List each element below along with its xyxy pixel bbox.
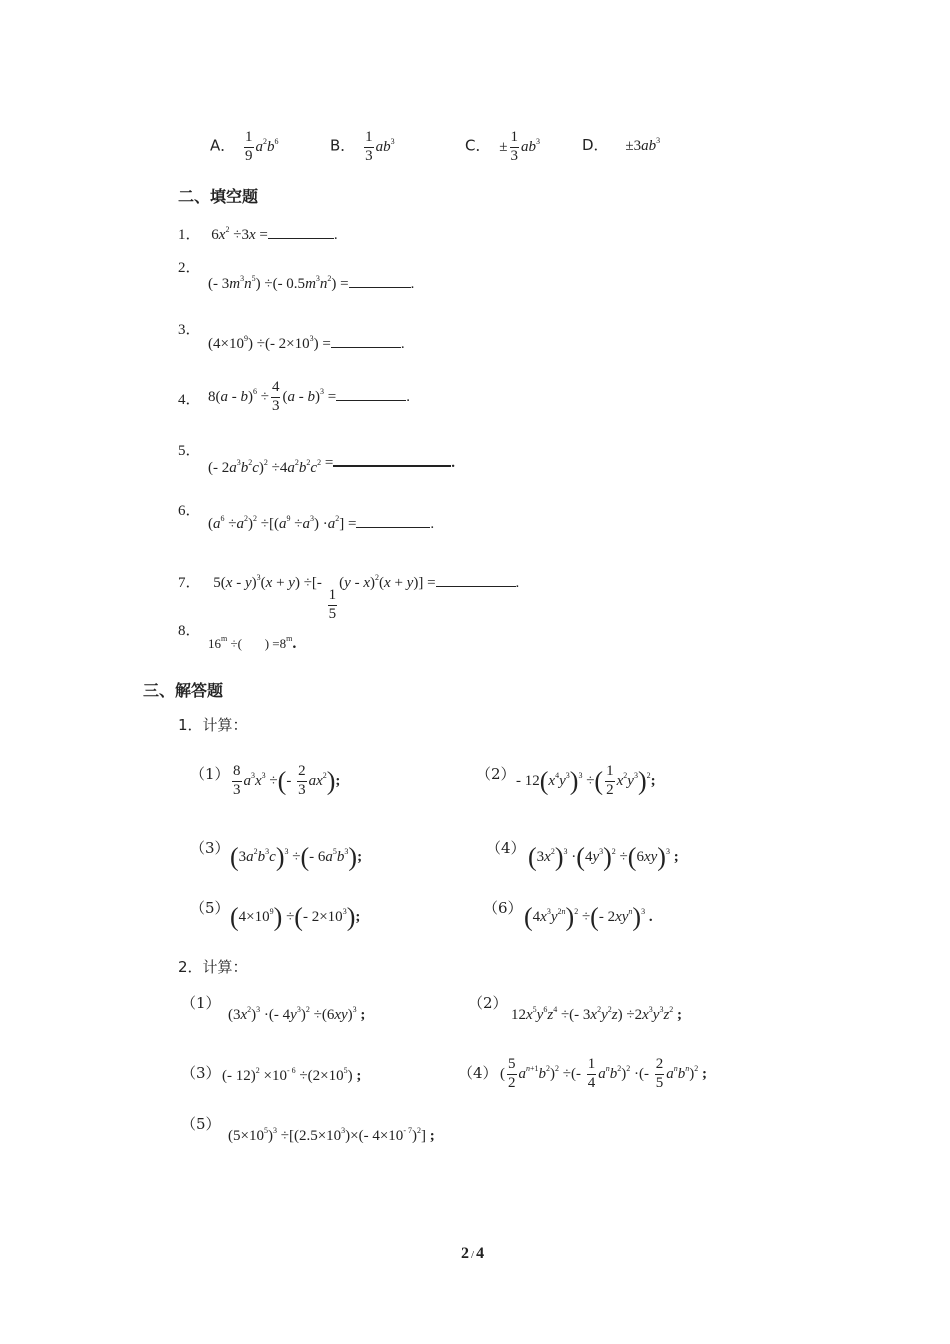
section3-heading: 三、解答题: [143, 681, 224, 700]
q2-title: 2．计算：: [178, 958, 248, 976]
q1-item-3-num: （3）: [190, 839, 230, 857]
fill-item-2-expr: (- $3m^3n^5$) ÷(- $0.5m^3n^2$) = .: [208, 274, 415, 292]
q2-item-3-num: （3）: [181, 1064, 221, 1082]
choice-b: B． $\frac{1}{3}$ $ab^3$: [330, 129, 395, 164]
q1-item-1-expr: $\frac{8}{3}$ $a^3x^3$ ÷(- $\frac{2}{3}$ $ax^2$);: [233, 763, 341, 798]
q1-item-2-expr: - $12(x^4y^3)^3$ ÷( $\frac{1}{2}$ $x^2y^3)^2$;: [516, 763, 656, 798]
q2-item-1-expr: $(3x^2)^3$ ·(- $4y^3)^2 \div(6xy)^3$ ;: [228, 1005, 366, 1023]
q2-item-4-num: （4）: [458, 1064, 498, 1082]
fill-item-6-expr: $(a^6 \div a^2)^2 \div[(a^9 \div a^3) \cdot a^2]$ = .: [208, 514, 435, 532]
q1-title: 1．计算：: [178, 716, 248, 734]
q2-item-3-expr: (- $12)^2 \times 10^{- 6} \div(2\times 10^5)$ ;: [222, 1066, 362, 1084]
choice-d: D． $\pm 3ab^3$: [582, 136, 661, 154]
fill-item-4: 4．: [178, 392, 201, 408]
fill-item-8-expr: $16^m$ ÷( ) $=8^m$.: [208, 634, 297, 652]
fill-item-6: 6．: [178, 503, 201, 519]
q2-item-2-num: （2）: [468, 994, 508, 1012]
q2-item-2-expr: $12x^5y^6z^4$ ÷(- $3x^2y^2z) \div 2x^3y^3z^2$ ;: [511, 1005, 683, 1023]
fill-item-3-expr: $(4\times 10^9)$ ÷(- $2\times 10^3$) = .: [208, 334, 405, 352]
q1-item-2-num: （2）: [476, 765, 516, 783]
q1-item-1-num: （1）: [190, 765, 230, 783]
section2-heading: 二、填空题: [178, 187, 259, 206]
q2-item-5-expr: $(5\times 10^5)^3 \div[(2.5\times 10^3)\times(-$ $4\times 10^{- 7})^2$] ;: [228, 1126, 435, 1144]
fill-item-5-expr: (- $2a^3b^2c)^2 \div 4a^2b^2c^2$ = .: [208, 452, 455, 476]
fill-item-7: 7． 5(x - y)$^3$(x + y) ÷[- $\frac{1}{5}$ (y - x)$^2$(x + y)] = .: [178, 573, 520, 622]
fill-item-5: 5．: [178, 443, 201, 459]
fill-item-1: 1． $6x^2 \div 3x$ = .: [178, 225, 338, 243]
q1-item-4-expr: $(3x^2)^3 \cdot(4y^3)^2 \div(6xy)^3$ ;: [528, 843, 679, 872]
fill-item-2: 2．: [178, 260, 201, 276]
q1-item-5-expr: $(4\times 10^9)$ ÷(- $2\times 10^3$);: [230, 903, 361, 932]
choice-c: C． ± $\frac{1}{3}$ $ab^3$: [465, 129, 540, 164]
q1-item-4-num: （4）: [486, 839, 526, 857]
fill-item-3: 3．: [178, 322, 201, 338]
q2-item-5-num: （5）: [181, 1115, 221, 1133]
fill-item-8: 8．: [178, 623, 201, 639]
choice-a: A． $\frac{1}{9}$ $a^2b^6$: [210, 129, 279, 164]
q2-item-4-expr: ( $\frac{5}{2}$ $a^{n+1}b^2)^2$ ÷(- $\frac{1}{4}$ $a^nb^2)^2$ ·(- $\frac{2}{5}$ $a^nb^n)^2$ ;: [500, 1056, 707, 1091]
q1-item-6-expr: $(4x^3y^{2n})^2$ ÷(- $2xy^n)^3$ .: [524, 903, 653, 932]
q1-item-3-expr: $(3a^2b^3c)^3$ ÷(- $6a^5b^3$);: [230, 843, 363, 872]
page-number: 2 / 4: [461, 1245, 485, 1262]
fill-item-4-expr: 8(a - b)$^6$ ÷ $\frac{4}{3}$ (a - b)$^3$ = .: [208, 379, 410, 414]
q2-item-1-num: （1）: [181, 994, 221, 1012]
q1-item-6-num: （6）: [483, 899, 523, 917]
q1-item-5-num: （5）: [190, 899, 230, 917]
